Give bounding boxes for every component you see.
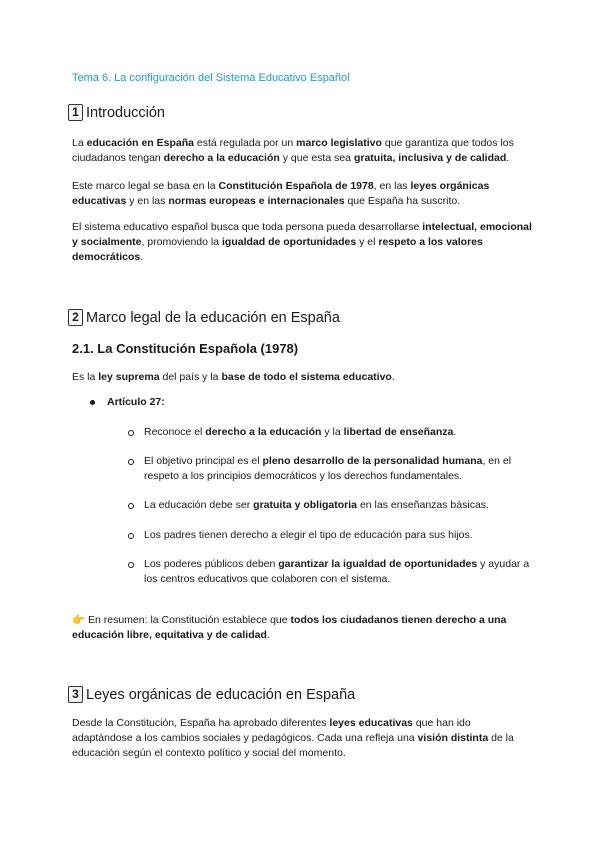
section-number-badge: 3: [68, 686, 83, 703]
section-title: Leyes orgánicas de educación en España: [86, 686, 356, 703]
list-item: La educación debe ser gratuita y obligatoria en las enseñanzas básicas.: [128, 498, 538, 513]
section-title: Introducción: [86, 104, 165, 121]
hollow-bullet-icon: [128, 562, 134, 568]
section-number-badge: 1: [68, 104, 83, 121]
list-item: El objetivo principal es el pleno desarrollo de la personalidad humana, en el respeto a los principios democráticos y los derechos fundamentales.: [128, 454, 538, 484]
hollow-bullet-icon: [128, 503, 134, 509]
article-bullet: [90, 396, 165, 408]
article-label: Artículo 27:: [107, 396, 165, 408]
laws-paragraph: Desde la Constitución, España ha aprobado diferentes leyes educativas que han ido adaptándose a los cambios sociales y pedagógicos. Cada una refleja una visión distinta de la educación según el contexto político y social del momento.: [72, 717, 514, 759]
subsection-heading: 2.1. La Constitución Española (1978): [72, 341, 299, 356]
list-item: Los padres tienen derecho a elegir el tipo de educación para sus hijos.: [128, 528, 538, 543]
bullet-dot-icon: [90, 400, 95, 405]
constitution-paragraph: Es la ley suprema del país y la base de todo el sistema educativo.: [72, 371, 395, 383]
intro-paragraph-1: La educación en España está regulada por un marco legislativo que garantiza que todos los ciudadanos tengan derecho a la educación y que esta sea gratuita, inclusiva y de calidad.: [72, 137, 514, 164]
intro-paragraph-3: El sistema educativo español busca que toda persona pueda desarrollarse intelectual, emocional y socialmente, promoviendo la igualdad de oportunidades y el respeto a los valores democráticos.: [72, 221, 532, 263]
intro-paragraph-2: Este marco legal se basa en la Constitución Española de 1978, en las leyes orgánicas educativas y en las normas europeas e internacionales que España ha suscrito.: [72, 180, 490, 207]
hollow-bullet-icon: [128, 459, 134, 465]
section-1-heading: [68, 104, 165, 121]
pointing-hand-icon: 👉: [72, 614, 86, 626]
summary-paragraph: 👉 En resumen: la Constitución establece que todos los ciudadanos tienen derecho a una educación libre, equitativa y de calidad.: [72, 614, 507, 641]
list-item: Los poderes públicos deben garantizar la igualdad de oportunidades y ayudar a los centros educativos que colaboren con el sistema.: [128, 557, 538, 587]
section-3-heading: [68, 686, 355, 703]
section-2-heading: [68, 309, 340, 326]
section-number-badge: 2: [68, 309, 83, 326]
hollow-bullet-icon: [128, 533, 134, 539]
list-item: Reconoce el derecho a la educación y la libertad de enseñanza.: [128, 425, 538, 440]
section-title: Marco legal de la educación en España: [86, 309, 340, 326]
hollow-bullet-icon: [128, 430, 134, 436]
document-topic: Tema 6. La configuración del Sistema Educativo Español: [72, 72, 350, 84]
